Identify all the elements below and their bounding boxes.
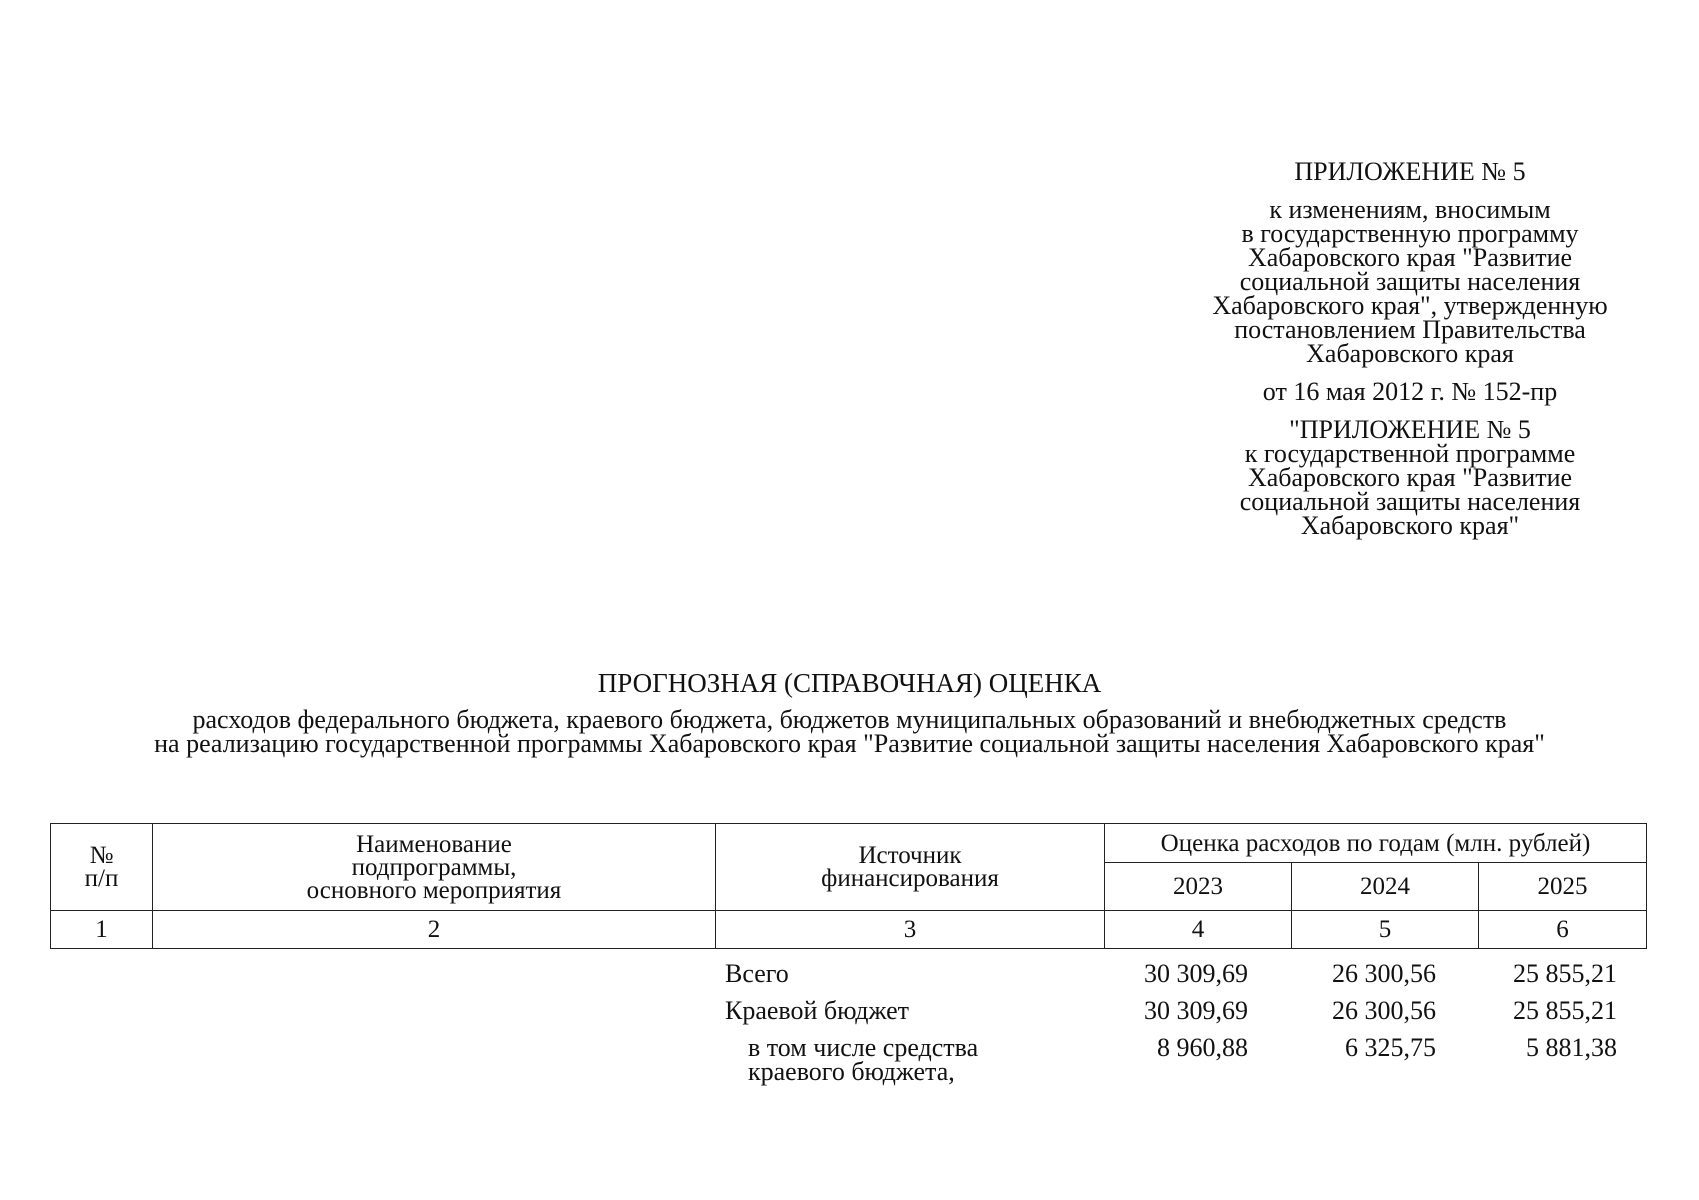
header-estimate-label: Оценка расходов по годам (млн. рублей) <box>1160 829 1591 857</box>
appendix-line: социальной защиты населения <box>1239 267 1581 296</box>
value-2025: 25 855,21 <box>1513 959 1617 988</box>
value-2023: 30 309,69 <box>1144 996 1248 1025</box>
value-2025: 5 881,38 <box>1526 1033 1617 1062</box>
document-subtitle-line: расходов федерального бюджета, краевого бюджета, бюджетов муниципальных образований и внебюджетных средств <box>192 705 1507 734</box>
column-number-cell <box>152 910 716 949</box>
column-number-cell <box>1104 910 1292 949</box>
appendix-quoted-line: социальной защиты населения <box>1239 487 1581 516</box>
header-year-label: 2023 <box>1173 873 1223 900</box>
header-year-label: 2024 <box>1360 873 1410 900</box>
column-number-cell <box>1478 910 1647 949</box>
value-2024: 26 300,56 <box>1332 959 1436 988</box>
document-subtitle-line: на реализацию государственной программы Хабаровского края "Развитие социальной защиты населения Хабаровского края" <box>154 729 1545 758</box>
column-number-cell <box>1291 910 1479 949</box>
header-number-label: п/п <box>84 865 119 892</box>
document-title: ПРОГНОЗНАЯ (СПРАВОЧНАЯ) ОЦЕНКА <box>597 668 1102 698</box>
header-year-cell <box>1478 862 1647 911</box>
value-2023: 30 309,69 <box>1144 959 1248 988</box>
appendix-date <box>1160 377 1660 406</box>
table-row-total <box>0 959 1699 992</box>
value-2024: 26 300,56 <box>1332 996 1436 1025</box>
appendix-block <box>1160 157 1660 540</box>
value-2023: 8 960,88 <box>1157 1033 1248 1062</box>
header-source-cell <box>715 823 1105 911</box>
appendix-date-line: от 16 мая 2012 г. № 152-пр <box>1262 377 1558 406</box>
value-2025: 25 855,21 <box>1513 996 1617 1025</box>
appendix-line: Хабаровского края <box>1306 339 1514 368</box>
header-name-cell <box>152 823 716 911</box>
row-label: в том числе средства <box>748 1033 979 1062</box>
column-number: 2 <box>427 916 441 943</box>
appendix-line: к изменениям, вносимым <box>1269 195 1551 224</box>
appendix-quoted-line: Хабаровского края "Развитие <box>1247 463 1573 492</box>
row-label: Всего <box>725 959 789 988</box>
value-2024: 6 325,75 <box>1345 1033 1436 1062</box>
column-number: 4 <box>1191 916 1205 943</box>
header-source-label: Источник <box>858 842 962 869</box>
appendix-quoted-line: Хабаровского края" <box>1300 511 1520 540</box>
appendix-title: ПРИЛОЖЕНИЕ № 5 <box>1294 157 1526 186</box>
appendix-quoted <box>1160 415 1660 540</box>
header-name-label: Наименование <box>356 830 512 858</box>
appendix-quoted-title: "ПРИЛОЖЕНИЕ № 5 <box>1289 415 1531 444</box>
header-year-cell <box>1291 862 1479 911</box>
header-number-cell <box>50 823 153 911</box>
column-number-cell <box>50 910 153 949</box>
appendix-line: постановлением Правительства <box>1234 315 1586 344</box>
appendix-changes-text <box>1160 195 1660 368</box>
appendix-line: в государственную программу <box>1241 219 1579 248</box>
header-year-cell <box>1104 862 1292 911</box>
header-year-label: 2025 <box>1537 873 1588 900</box>
column-number: 6 <box>1556 916 1569 943</box>
table-row-including-regional <box>0 1033 1699 1090</box>
appendix-line: Хабаровского края "Развитие <box>1247 243 1573 272</box>
header-source-label: финансирования <box>821 865 999 892</box>
column-number: 3 <box>903 916 917 943</box>
header-name-label: подпрограммы, <box>351 853 517 881</box>
column-number: 1 <box>95 916 108 943</box>
estimate-table-header <box>50 823 1647 949</box>
row-label: краевого бюджета, <box>748 1057 955 1086</box>
column-number-cell <box>715 910 1105 949</box>
document-subtitle <box>0 705 1699 758</box>
appendix-quoted-line: к государственной программе <box>1244 439 1576 468</box>
appendix-line: Хабаровского края", утвержденную <box>1212 291 1608 320</box>
header-estimate-cell <box>1104 823 1647 863</box>
column-number: 5 <box>1378 916 1392 943</box>
table-row-regional-budget <box>0 996 1699 1029</box>
row-label: Краевой бюджет <box>725 996 910 1025</box>
header-number-label: № <box>89 842 114 869</box>
header-name-label: основного мероприятия <box>306 876 562 904</box>
